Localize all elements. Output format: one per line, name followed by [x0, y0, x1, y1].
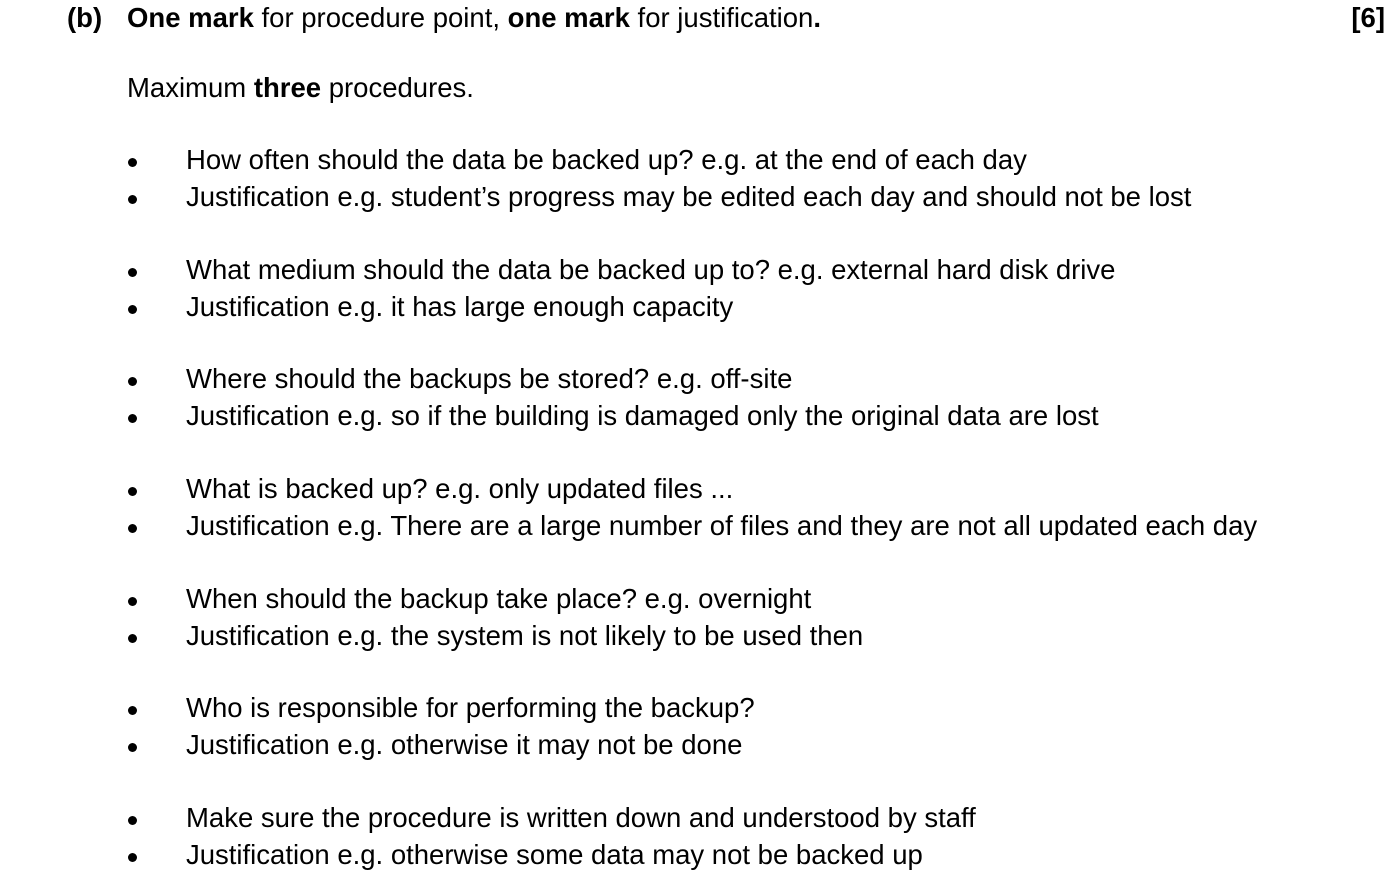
justification-text: Justification e.g. student’s progress may be edited each day and should not be lost [186, 181, 1192, 212]
justification-text: Justification e.g. so if the building is damaged only the original data are lost [186, 400, 1099, 431]
bullet-icon [128, 634, 137, 643]
heading-end-period: . [813, 2, 821, 33]
justification-text: Justification e.g. otherwise some data may not be backed up [186, 839, 923, 870]
procedure-line [0, 475, 1395, 507]
justification-text: Justification e.g. otherwise it may not be done [186, 729, 743, 760]
bullet-icon [128, 524, 137, 533]
justification-line [0, 183, 1395, 215]
bullet-icon [128, 743, 137, 752]
justification-line [0, 841, 1395, 873]
bullet-icon [128, 816, 137, 825]
bullet-icon [128, 305, 137, 314]
procedure-text: When should the backup take place? e.g. overnight [186, 583, 812, 614]
bullet-icon [128, 158, 137, 167]
bullet-icon [128, 597, 137, 606]
instruction-text-start: Maximum [127, 72, 254, 103]
procedure-text: Who is responsible for performing the backup? [186, 692, 755, 723]
justification-text: Justification e.g. it has large enough capacity [186, 291, 734, 322]
marks-total: [6] [1351, 2, 1385, 33]
heading [127, 4, 821, 32]
procedure-line [0, 694, 1395, 726]
procedure-text: Make sure the procedure is written down and understood by staff [186, 802, 976, 833]
procedure-text: What medium should the data be backed up to? e.g. external hard disk drive [186, 254, 1116, 285]
procedure-text: How often should the data be backed up? e.g. at the end of each day [186, 144, 1027, 175]
bullet-icon [128, 195, 137, 204]
heading-text-procedure: for procedure point, [253, 2, 508, 33]
procedure-line [0, 585, 1395, 617]
procedure-line [0, 256, 1395, 288]
justification-line [0, 512, 1395, 544]
instruction [127, 74, 474, 102]
procedure-text: What is backed up? e.g. only updated files ... [186, 473, 734, 504]
procedure-line [0, 804, 1395, 836]
bullet-icon [128, 268, 137, 277]
instruction-text-end: procedures. [321, 72, 474, 103]
bullet-icon [128, 706, 137, 715]
heading-text-justification: for justification [629, 2, 814, 33]
justification-line [0, 293, 1395, 325]
procedure-line [0, 365, 1395, 397]
justification-line [0, 731, 1395, 763]
justification-text: Justification e.g. There are a large number of files and they are not all updated each day [186, 510, 1258, 541]
procedure-text: Where should the backups be stored? e.g. off-site [186, 363, 793, 394]
procedure-line [0, 146, 1395, 178]
part-label: (b) [67, 2, 103, 33]
justification-line [0, 622, 1395, 654]
justification-line [0, 402, 1395, 434]
justification-text: Justification e.g. the system is not likely to be used then [186, 620, 864, 651]
bullet-icon [128, 377, 137, 386]
bullet-icon [128, 853, 137, 862]
heading-bold-one-mark-2: one mark [507, 2, 630, 33]
bullet-icon [128, 487, 137, 496]
bullet-icon [128, 414, 137, 423]
heading-bold-one-mark: One mark [127, 2, 254, 33]
instruction-bold: three [253, 72, 322, 103]
